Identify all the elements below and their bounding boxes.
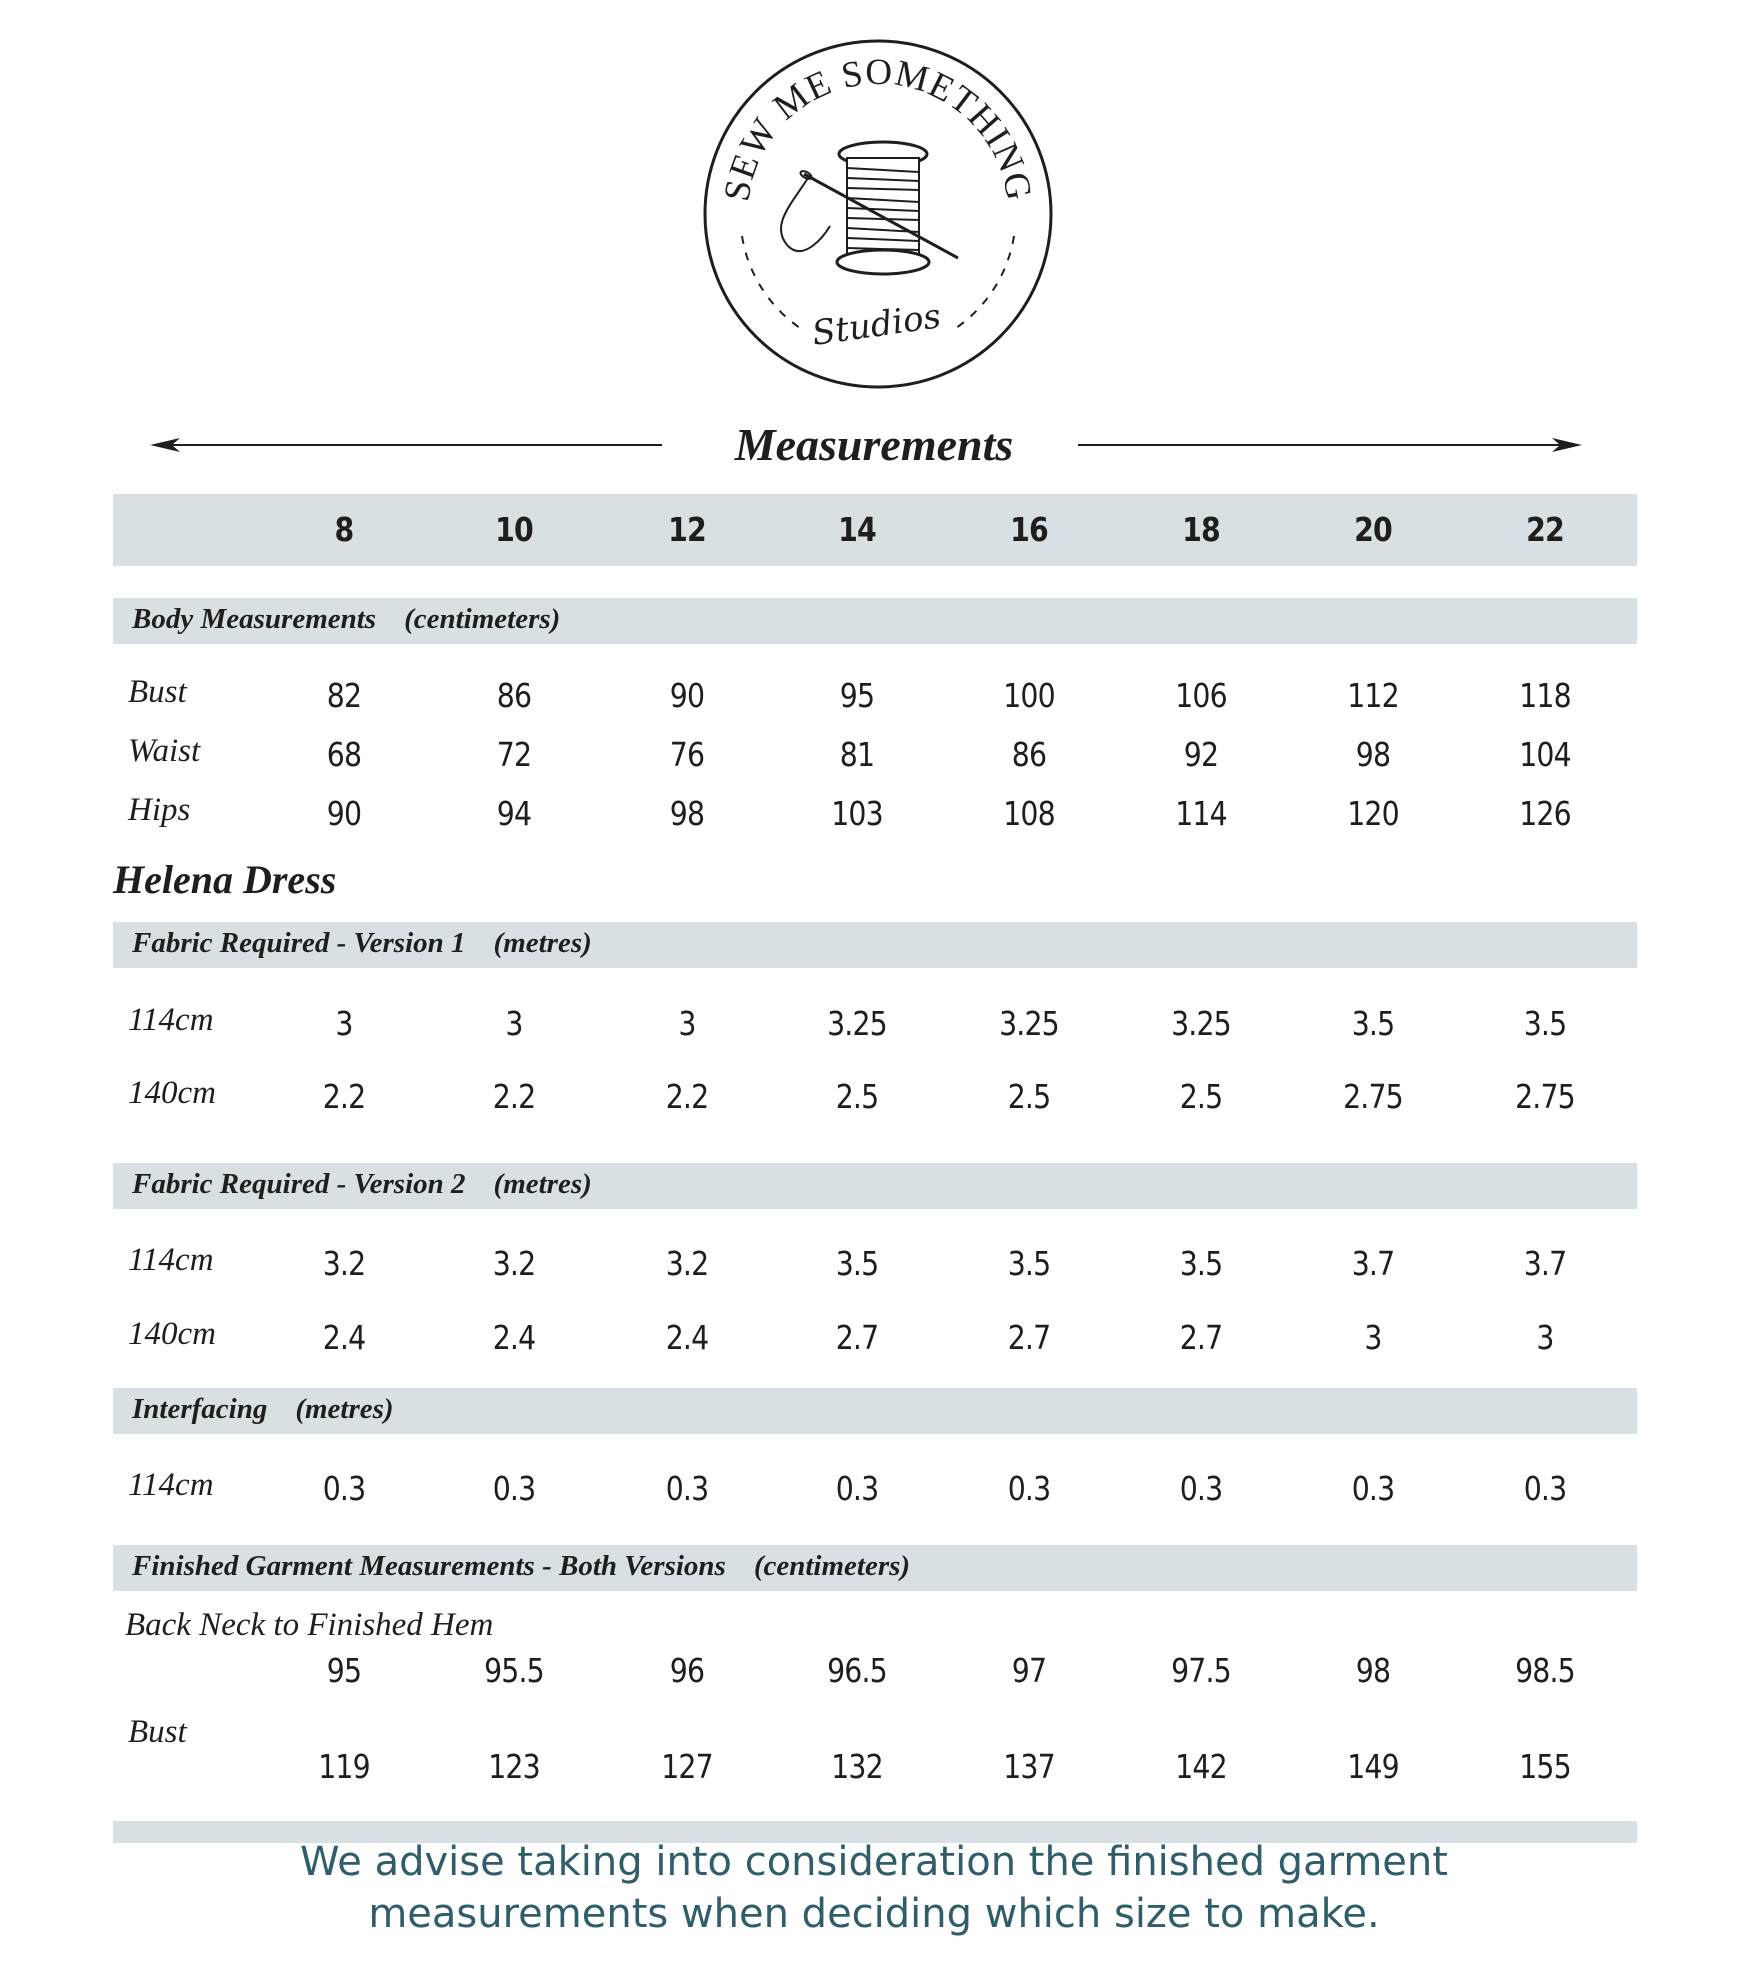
table-cell: 0.3: [835, 1469, 879, 1508]
table-cell: 119: [318, 1747, 370, 1786]
table-cell: 76: [669, 735, 705, 774]
table-cell: 103: [831, 794, 883, 833]
table-cell: 120: [1347, 794, 1399, 833]
table-cell: 2.5: [1179, 1077, 1223, 1116]
table-cell: 0.3: [1351, 1469, 1395, 1508]
table-cell: 81: [839, 735, 875, 774]
measurements-heading: [0, 410, 1748, 480]
table-cell: 0.3: [322, 1469, 366, 1508]
table-cell: 96: [669, 1651, 705, 1690]
table-cell: 149: [1347, 1747, 1399, 1786]
advice-line: measurements when deciding which size to make.: [368, 1891, 1380, 1937]
table-cell: 3: [678, 1004, 696, 1043]
table-cell: 2.2: [322, 1077, 366, 1116]
row-label: Back Neck to Finished Hem: [125, 1607, 494, 1643]
table-cell: 114: [1175, 794, 1227, 833]
section-title: [132, 927, 592, 960]
table-cell: 127: [661, 1747, 713, 1786]
table-cell: 0.3: [1007, 1469, 1051, 1508]
dress-title: Helena Dress: [113, 857, 337, 902]
section-unit: (centimeters): [753, 1550, 911, 1582]
table-cell: 3: [505, 1004, 523, 1043]
table-cell: 3: [335, 1004, 353, 1043]
table-cell: 142: [1175, 1747, 1227, 1786]
table-cell: 2.75: [1515, 1077, 1575, 1116]
row-label: 114cm: [128, 1467, 214, 1503]
size-label: 20: [1354, 510, 1392, 549]
table-cell: 90: [326, 794, 362, 833]
table-cell: 82: [326, 676, 362, 715]
section-title: [132, 1393, 394, 1426]
table-cell: 97: [1011, 1651, 1047, 1690]
size-label: 18: [1182, 510, 1220, 549]
logo-arc-text: SEW ME SOMETHING: [716, 51, 1040, 205]
table-cell: 68: [326, 735, 362, 774]
table-cell: 94: [496, 794, 532, 833]
row-label: Bust: [128, 1714, 187, 1750]
table-cell: 3.2: [492, 1244, 536, 1283]
table-cell: 123: [488, 1747, 540, 1786]
table-cell: 3.25: [1171, 1004, 1231, 1043]
table-cell: 72: [496, 735, 532, 774]
table-cell: 2.75: [1343, 1077, 1403, 1116]
size-label: 10: [495, 510, 533, 549]
table-cell: 3.25: [827, 1004, 887, 1043]
row-label: Waist: [128, 733, 201, 769]
table-cell: 3.2: [322, 1244, 366, 1283]
row-label: Hips: [128, 792, 191, 828]
size-label: 12: [668, 510, 706, 549]
row-label: 114cm: [128, 1002, 214, 1038]
section-title-text: Body Measurements: [132, 603, 377, 635]
table-cell: 98: [1355, 1651, 1391, 1690]
table-cell: 132: [831, 1747, 883, 1786]
row-label: 114cm: [128, 1242, 214, 1278]
table-cell: 98: [669, 794, 705, 833]
table-cell: 98.5: [1515, 1651, 1575, 1690]
table-cell: 3.7: [1523, 1244, 1567, 1283]
table-cell: 0.3: [1179, 1469, 1223, 1508]
table-cell: 2.5: [835, 1077, 879, 1116]
table-cell: 3: [1536, 1318, 1554, 1357]
row-label: Bust: [128, 674, 187, 710]
table-cell: 2.7: [1179, 1318, 1223, 1357]
section-title-text: Fabric Required - Version 1: [132, 927, 466, 959]
table-cell: 2.7: [1007, 1318, 1051, 1357]
table-cell: 112: [1347, 676, 1399, 715]
table-cell: 2.4: [492, 1318, 536, 1357]
table-cell: 95.5: [484, 1651, 544, 1690]
section-unit: (centimeters): [404, 603, 561, 635]
table-cell: 86: [1011, 735, 1047, 774]
table-cell: 0.3: [1523, 1469, 1567, 1508]
table-cell: 3: [1364, 1318, 1382, 1357]
table-cell: 95: [326, 1651, 362, 1690]
table-cell: 92: [1183, 735, 1219, 774]
studio-logo: [700, 36, 1056, 392]
table-cell: 104: [1519, 735, 1571, 774]
advice-note: [0, 1836, 1748, 1940]
section-title-text: Fabric Required - Version 2: [132, 1168, 466, 1200]
table-cell: 118: [1519, 676, 1571, 715]
table-cell: 95: [839, 676, 875, 715]
section-title: [132, 603, 560, 636]
section-unit: (metres): [493, 927, 592, 959]
table-cell: 3.5: [1179, 1244, 1223, 1283]
table-cell: 0.3: [665, 1469, 709, 1508]
size-label: 8: [334, 510, 354, 549]
table-cell: 86: [496, 676, 532, 715]
size-label: 16: [1010, 510, 1048, 549]
table-cell: 3.25: [999, 1004, 1059, 1043]
table-cell: 108: [1003, 794, 1055, 833]
page-title: Measurements: [734, 419, 1014, 470]
table-cell: 3.5: [1523, 1004, 1567, 1043]
table-cell: 126: [1519, 794, 1571, 833]
table-cell: 2.4: [665, 1318, 709, 1357]
section-unit: (metres): [493, 1168, 592, 1200]
advice-line: We advise taking into consideration the finished garment: [300, 1839, 1448, 1885]
table-cell: 3.5: [1351, 1004, 1395, 1043]
table-cell: 97.5: [1171, 1651, 1231, 1690]
table-cell: 3.2: [665, 1244, 709, 1283]
table-cell: 0.3: [492, 1469, 536, 1508]
table-cell: 3.5: [1007, 1244, 1051, 1283]
section-title-text: Interfacing: [132, 1393, 268, 1425]
table-cell: 3.5: [835, 1244, 879, 1283]
table-cell: 2.2: [665, 1077, 709, 1116]
row-label: 140cm: [128, 1316, 216, 1352]
right-arrow-icon: [1078, 438, 1582, 452]
table-cell: 2.4: [322, 1318, 366, 1357]
table-cell: 2.7: [835, 1318, 879, 1357]
table-cell: 2.5: [1007, 1077, 1051, 1116]
table-cell: 90: [669, 676, 705, 715]
table-cell: 3.7: [1351, 1244, 1395, 1283]
table-cell: 2.2: [492, 1077, 536, 1116]
table-cell: 96.5: [827, 1651, 887, 1690]
section-title-text: Finished Garment Measurements - Both Versions: [132, 1550, 726, 1582]
section-title: [132, 1168, 592, 1201]
logo-script-text: Studios: [809, 296, 944, 354]
size-label: 14: [838, 510, 876, 549]
table-cell: 106: [1175, 676, 1227, 715]
section-unit: (metres): [295, 1393, 394, 1425]
table-cell: 137: [1003, 1747, 1055, 1786]
size-label: 22: [1526, 510, 1564, 549]
table-cell: 98: [1355, 735, 1391, 774]
table-cell: 155: [1519, 1747, 1571, 1786]
section-title: [132, 1550, 910, 1583]
table-cell: 100: [1003, 676, 1055, 715]
row-label: 140cm: [128, 1075, 216, 1111]
